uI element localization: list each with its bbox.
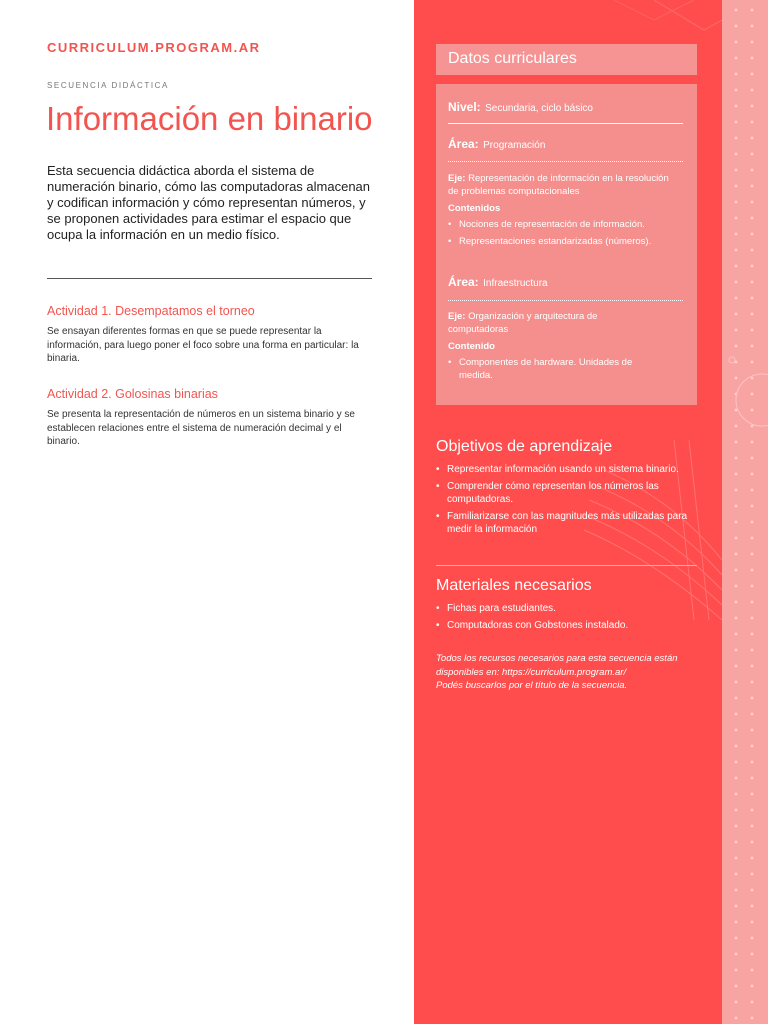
list-item: • Componentes de hardware. Unidades de medida. [448, 357, 668, 382]
eje-value: Representación de información en la resolución de problemas computacionales [448, 173, 669, 197]
list-item: • Nociones de representación de información. [448, 219, 688, 232]
contenido-list [448, 357, 668, 382]
decorative-dot [735, 665, 738, 668]
decorative-dot [735, 505, 738, 508]
area-label: Área: [448, 275, 479, 289]
decorative-dot [735, 617, 738, 620]
decorative-dot [751, 489, 754, 492]
decorative-dot [751, 185, 754, 188]
divider [47, 278, 372, 279]
decorative-dot [751, 9, 754, 12]
decorative-dot [735, 937, 738, 940]
decorative-dot [735, 873, 738, 876]
divider [436, 565, 697, 566]
decorative-dot [735, 953, 738, 956]
decorative-dot [751, 777, 754, 780]
decorative-dot [735, 921, 738, 924]
decorative-dot [751, 857, 754, 860]
decorative-dot [735, 377, 738, 380]
decorative-dot [735, 201, 738, 204]
decorative-dot [751, 425, 754, 428]
decorative-dot [735, 681, 738, 684]
page-title: Información en binario [46, 100, 373, 137]
dot-pattern [722, 0, 768, 1024]
area-label: Área: [448, 137, 479, 151]
materiales-heading: Materiales necesarios [436, 577, 592, 594]
decorative-dot [735, 809, 738, 812]
decorative-dot [735, 841, 738, 844]
decorative-dot [735, 9, 738, 12]
decorative-dot [735, 521, 738, 524]
decorative-dot [735, 297, 738, 300]
list-item: • Fichas para estudiantes. [436, 602, 698, 615]
decorative-dot [751, 41, 754, 44]
decorative-dot [735, 57, 738, 60]
decorative-dot [735, 313, 738, 316]
decorative-dot [735, 905, 738, 908]
decorative-dot [751, 793, 754, 796]
decorative-dot [751, 441, 754, 444]
decorative-dot [735, 697, 738, 700]
decorative-dot [735, 153, 738, 156]
activity-1-title: Actividad 1. Desempatamos el torneo [47, 304, 255, 318]
decorative-dot [751, 537, 754, 540]
decorative-dot [735, 1017, 738, 1020]
list-item: • Computadoras con Gobstones instalado. [436, 619, 698, 632]
site-name[interactable]: CURRICULUM.PROGRAM.AR [47, 40, 261, 55]
decorative-dot [751, 457, 754, 460]
decorative-dot [735, 409, 738, 412]
decorative-dot [751, 713, 754, 716]
decorative-dot [735, 473, 738, 476]
decorative-dot [735, 89, 738, 92]
decorative-dot [751, 361, 754, 364]
decorative-dot [751, 345, 754, 348]
datos-header [436, 44, 697, 75]
decorative-dot [751, 825, 754, 828]
decorative-dot [735, 553, 738, 556]
decorative-dot [751, 841, 754, 844]
decorative-dot [751, 233, 754, 236]
decorative-dot [751, 617, 754, 620]
decorative-dot [735, 233, 738, 236]
decorative-dot [751, 201, 754, 204]
eje-label: Eje: [448, 173, 466, 184]
nivel-value: Secundaria, ciclo básico [485, 103, 593, 114]
decorative-dot [735, 825, 738, 828]
decorative-dot [751, 729, 754, 732]
decorative-dot [751, 505, 754, 508]
decorative-dot [751, 73, 754, 76]
contenido-label: Contenido [448, 341, 495, 352]
decorative-strip [722, 0, 768, 1024]
decorative-dot [735, 185, 738, 188]
note-line-2: Podés buscarlos por el título de la secuencia. [436, 680, 628, 691]
decorative-dot [751, 905, 754, 908]
separator [448, 123, 683, 124]
eje-label: Eje: [448, 311, 466, 322]
nivel-label: Nivel: [448, 100, 481, 114]
eje-row [448, 311, 648, 336]
decorative-dot [751, 601, 754, 604]
resources-note [436, 652, 706, 693]
decorative-dot [735, 649, 738, 652]
decorative-dot [735, 489, 738, 492]
decorative-dot [735, 569, 738, 572]
decorative-dot [751, 89, 754, 92]
objetivos-list [436, 463, 698, 536]
decorative-dot [735, 137, 738, 140]
decorative-dot [735, 889, 738, 892]
decorative-dot [751, 937, 754, 940]
eje-row [448, 173, 678, 198]
decorative-dot [751, 121, 754, 124]
decorative-dot [751, 921, 754, 924]
decorative-dot [751, 681, 754, 684]
decorative-dot [735, 265, 738, 268]
intro-paragraph: Esta secuencia didáctica aborda el sistema de numeración binario, cómo las computadoras almacenan y codifican información y cómo representan números, y se proponen actividades para estimar el espacio que ocupa la información en un medio físico. [47, 163, 371, 242]
decorative-dot [751, 473, 754, 476]
decorative-dot [751, 297, 754, 300]
decorative-dot [751, 249, 754, 252]
decorative-dot [735, 633, 738, 636]
decorative-dot [751, 521, 754, 524]
decorative-dot [735, 969, 738, 972]
activity-1-text: Se ensayan diferentes formas en que se puede representar la información, para luego poner el foco sobre una forma en particular: la binaria. [47, 326, 359, 364]
decorative-dot [735, 713, 738, 716]
decorative-dot [735, 537, 738, 540]
datos-box [436, 84, 697, 405]
decorative-dot [751, 153, 754, 156]
decorative-dot [751, 105, 754, 108]
decorative-dot [751, 969, 754, 972]
decorative-dot [735, 169, 738, 172]
decorative-dot [751, 393, 754, 396]
decorative-dot [735, 105, 738, 108]
decorative-dot [751, 953, 754, 956]
decorative-dot [751, 649, 754, 652]
note-line-1: Todos los recursos necesarios para esta secuencia están disponibles en: https://curriculum.program.ar/ [436, 653, 678, 678]
decorative-dot [751, 409, 754, 412]
decorative-dot [751, 809, 754, 812]
decorative-dot [735, 985, 738, 988]
decorative-dot [751, 25, 754, 28]
decorative-dot [751, 745, 754, 748]
contenidos-label: Contenidos [448, 203, 501, 214]
decorative-dot [735, 73, 738, 76]
decorative-dot [735, 777, 738, 780]
list-item: • Representar información usando un sistema binario. [436, 463, 698, 476]
decorative-dot [735, 729, 738, 732]
decorative-dot [751, 377, 754, 380]
decorative-dot [751, 265, 754, 268]
decorative-dot [751, 697, 754, 700]
kicker-label: SECUENCIA DIDÁCTICA [47, 81, 169, 90]
decorative-dot [735, 441, 738, 444]
decorative-dot [751, 665, 754, 668]
activity-2-title: Actividad 2. Golosinas binarias [47, 387, 218, 401]
nivel-row [448, 98, 593, 116]
objetivos-heading: Objetivos de aprendizaje [436, 438, 613, 455]
area-row [448, 273, 548, 291]
area-value: Infraestructura [483, 278, 548, 289]
decorative-dot [751, 761, 754, 764]
decorative-dot [735, 249, 738, 252]
decorative-dot [735, 585, 738, 588]
decorative-dot [735, 457, 738, 460]
decorative-dot [751, 137, 754, 140]
decorative-dot [735, 41, 738, 44]
eje-value: Organización y arquitectura de computadoras [448, 311, 598, 335]
decorative-dot [735, 793, 738, 796]
datos-heading: Datos curriculares [448, 50, 577, 67]
decorative-dot [751, 585, 754, 588]
list-item: • Familiarizarse con las magnitudes más utilizadas para medir la información [436, 510, 698, 536]
decorative-dot [735, 1001, 738, 1004]
activity-2-text: Se presenta la representación de números en un sistema binario y se establecen relaciones entre el sistema de numeración decimal y el binario. [47, 409, 355, 447]
decorative-dot [751, 217, 754, 220]
decorative-dot [735, 761, 738, 764]
decorative-dot [735, 25, 738, 28]
decorative-dot [735, 345, 738, 348]
list-item: • Comprender cómo representan los números las computadoras. [436, 480, 698, 506]
decorative-dot [735, 281, 738, 284]
decorative-dot [735, 217, 738, 220]
decorative-dot [751, 313, 754, 316]
contenidos-list [448, 219, 688, 248]
decorative-dot [751, 281, 754, 284]
decorative-dot [735, 425, 738, 428]
decorative-dot [751, 889, 754, 892]
decorative-dot [735, 745, 738, 748]
decorative-dot [751, 329, 754, 332]
decorative-dot [751, 633, 754, 636]
decorative-dot [735, 857, 738, 860]
decorative-dot [735, 601, 738, 604]
curricular-panel [414, 0, 722, 1024]
decorative-dot [751, 57, 754, 60]
decorative-dot [735, 329, 738, 332]
list-item: • Representaciones estandarizadas (números). [448, 236, 688, 249]
separator [448, 161, 683, 162]
decorative-dot [735, 121, 738, 124]
decorative-dot [751, 873, 754, 876]
area-value: Programación [483, 140, 546, 151]
decorative-dot [751, 985, 754, 988]
separator [448, 300, 683, 301]
decorative-dot [751, 569, 754, 572]
decorative-dot [751, 553, 754, 556]
materiales-list [436, 602, 698, 632]
decorative-dot [751, 169, 754, 172]
area-row [448, 135, 545, 153]
decorative-dot [751, 1001, 754, 1004]
decorative-dot [751, 1017, 754, 1020]
